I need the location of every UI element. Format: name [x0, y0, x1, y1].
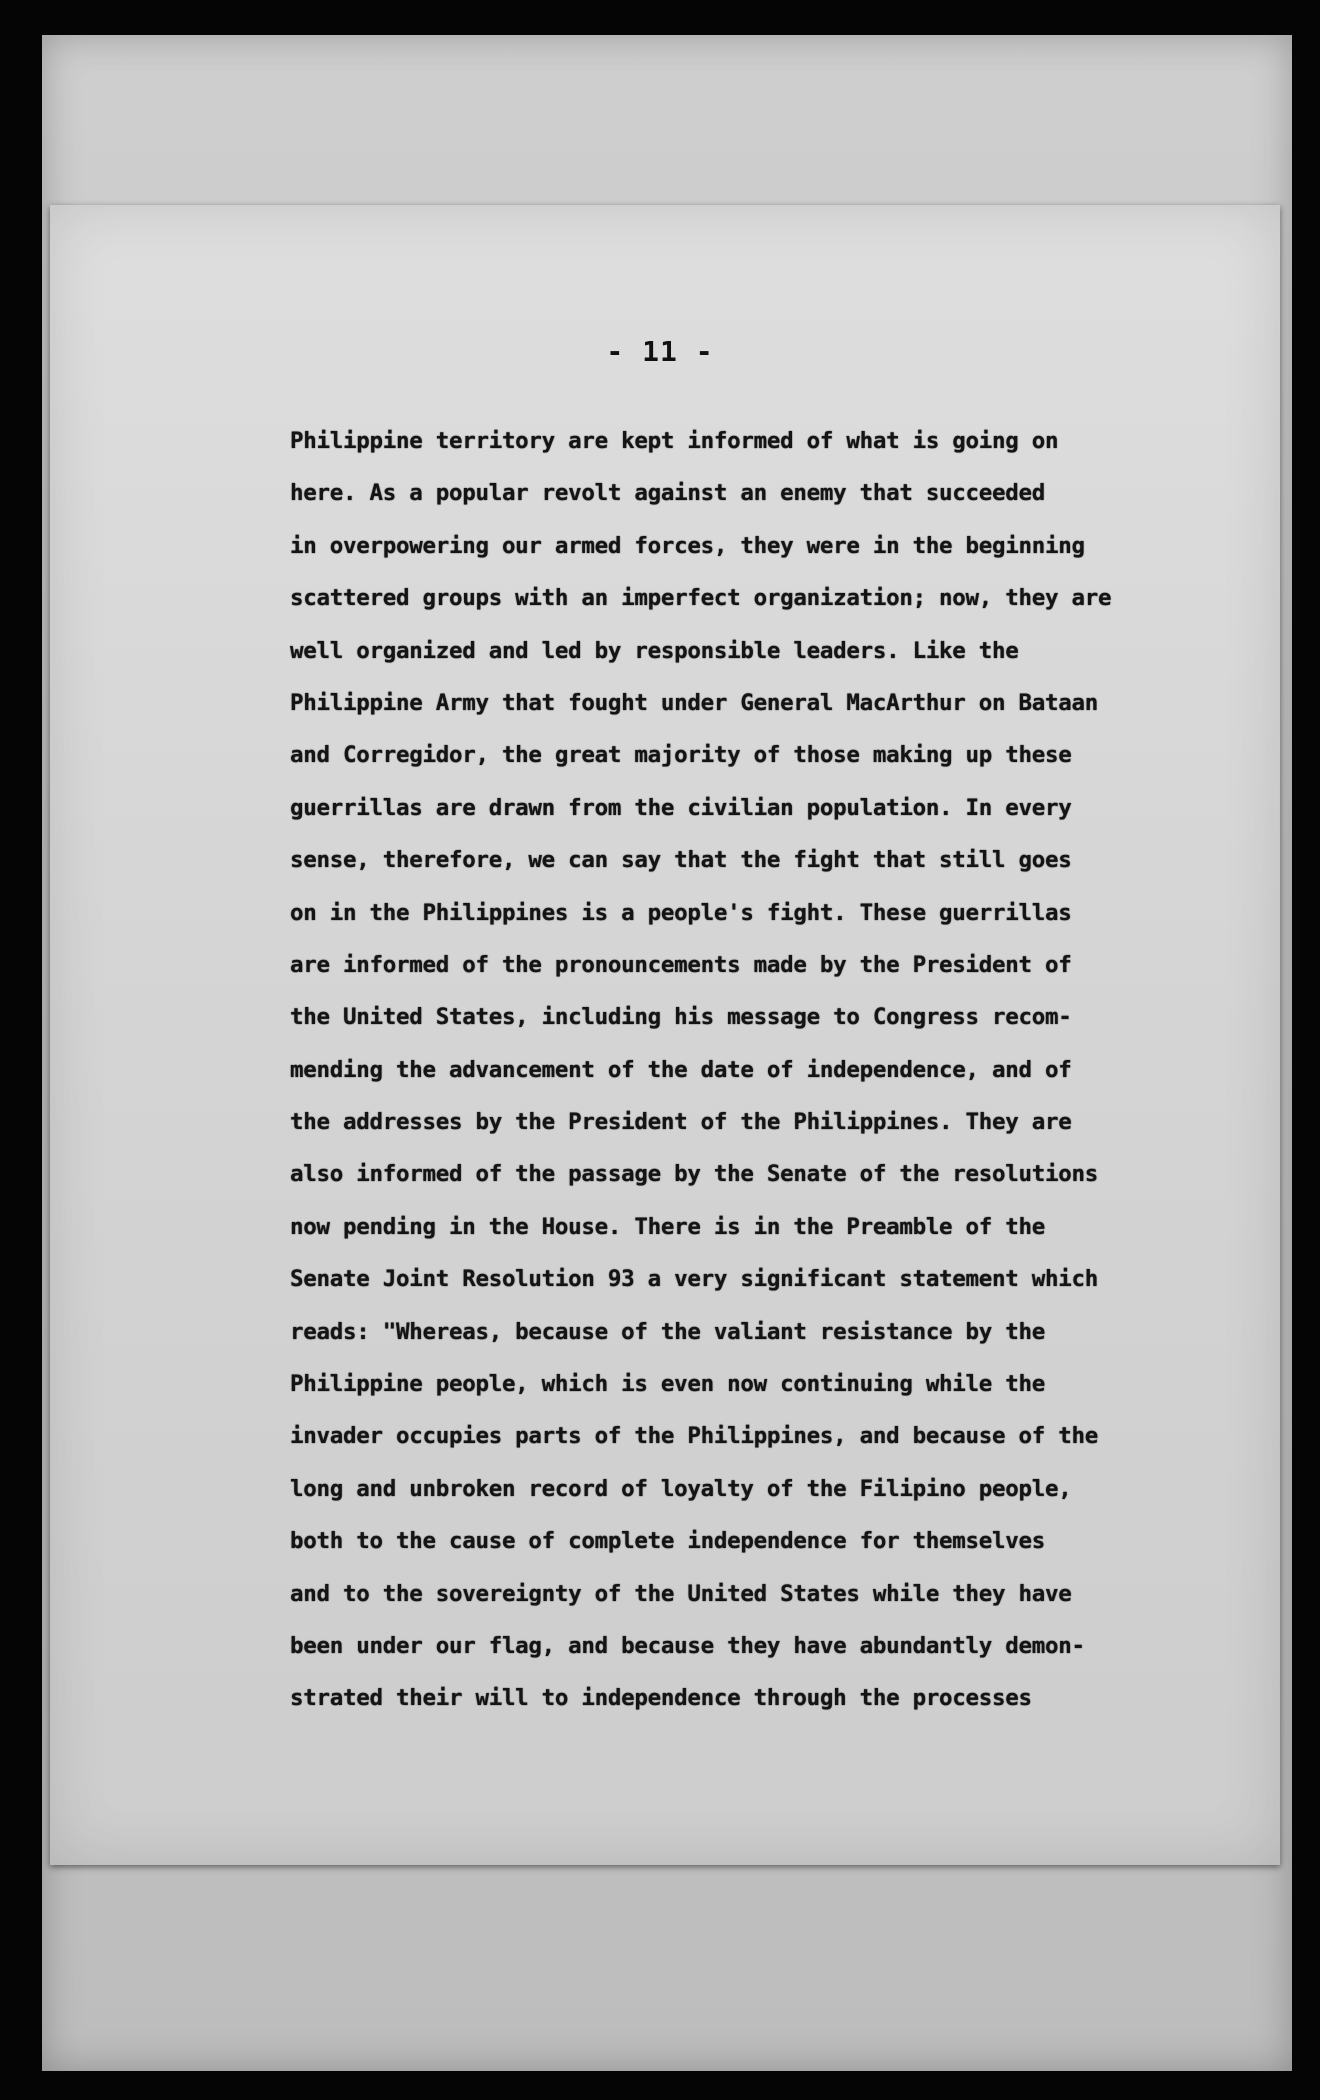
text-line: the addresses by the President of the Philippines. They are	[290, 1109, 1072, 1136]
text-line: sense, therefore, we can say that the fight that still goes	[290, 847, 1072, 874]
text-line: invader occupies parts of the Philippines, and because of the	[290, 1423, 1099, 1450]
text-line: the United States, including his message to Congress recom-	[290, 1004, 1072, 1031]
text-line: mending the advancement of the date of independence, and of	[290, 1056, 1072, 1083]
text-line: long and unbroken record of loyalty of the Filipino people,	[290, 1475, 1072, 1502]
text-line: Philippine Army that fought under General MacArthur on Bataan	[290, 689, 1099, 716]
text-line: on in the Philippines is a people's fight. These guerrillas	[290, 899, 1072, 926]
text-line: well organized and led by responsible leaders. Like the	[290, 637, 1019, 664]
text-line: and to the sovereignty of the United States while they have	[290, 1580, 1072, 1607]
text-line: guerrillas are drawn from the civilian population. In every	[290, 794, 1072, 821]
text-line: Senate Joint Resolution 93 a very significant statement which	[290, 1266, 1099, 1293]
body-text	[290, 415, 1120, 1725]
text-line: Philippine territory are kept informed of what is going on	[290, 428, 1059, 454]
text-line: here. As a popular revolt against an enemy that succeeded	[290, 480, 1046, 507]
text-line: scattered groups with an imperfect organization; now, they are	[290, 585, 1112, 612]
text-line: also informed of the passage by the Senate of the resolutions	[290, 1161, 1099, 1188]
text-line: been under our flag, and because they have abundantly demon-	[290, 1632, 1085, 1659]
text-line: and Corregidor, the great majority of those making up these	[290, 742, 1072, 769]
text-line: reads: "Whereas, because of the valiant resistance by the	[290, 1318, 1046, 1345]
text-line: in overpowering our armed forces, they were in the beginning	[290, 532, 1085, 559]
page-number: - 11 -	[606, 335, 714, 368]
text-line: strated their will to independence through the processes	[290, 1685, 1032, 1712]
text-line: Philippine people, which is even now continuing while the	[290, 1371, 1046, 1398]
text-line: now pending in the House. There is in the Preamble of the	[290, 1213, 1046, 1240]
text-line: both to the cause of complete independence for themselves	[290, 1528, 1046, 1555]
text-line: are informed of the pronouncements made by the President of	[290, 951, 1072, 978]
